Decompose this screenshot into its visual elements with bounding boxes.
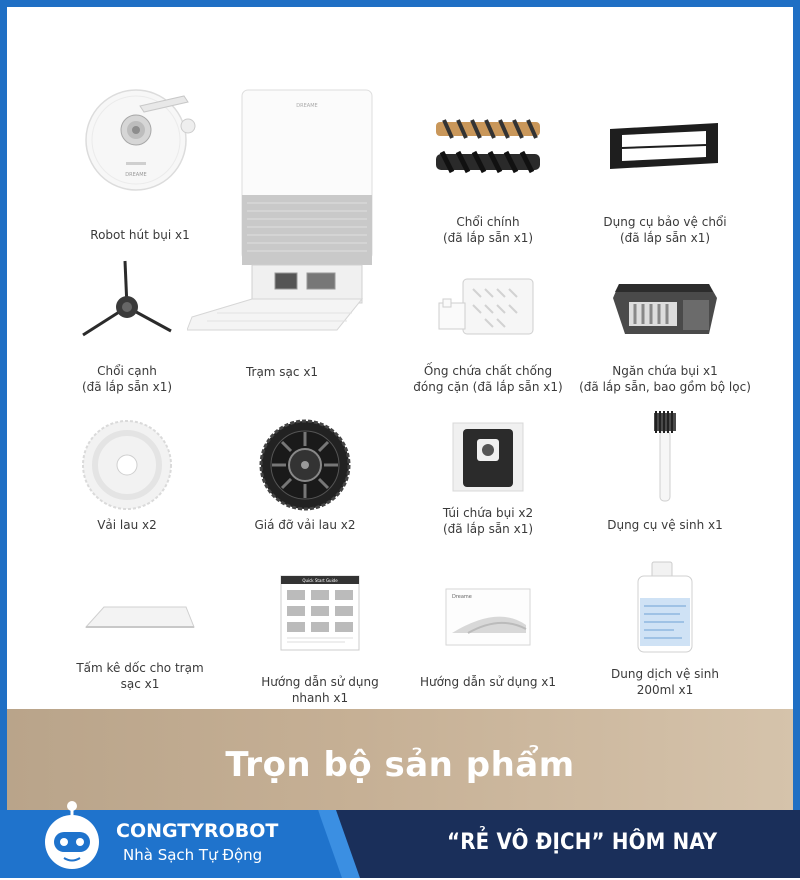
caption-line: (đã lắp sẵn x1) [442,522,534,536]
caption-line: Ngăn chứa bụi x1 [612,364,718,378]
mop-holder-image [210,417,400,512]
cleaning-tool-image [570,407,760,507]
dust-bin-image [570,269,760,349]
title-banner [7,709,793,810]
caption-line: Dung dịch vệ sinh [611,667,719,681]
cleaning-solution-image [570,560,760,655]
svg-text:Dreame: Dreame [452,594,472,600]
caption-line: Ống chứa chất chống [423,364,553,378]
caption-line: (đã lắp sẵn x1) [81,380,173,394]
caption-line: Dụng cụ bảo vệ chổi [603,215,727,229]
promo-slogan: “RẺ VÔ ĐỊCH” HÔM NAY [447,830,718,855]
caption-line: Chổi cạnh [97,364,157,378]
caption-line: Túi chứa bụi x2 [442,506,534,520]
banner-title: Trọn bộ sản phẩm [225,745,575,785]
caption-line: 200ml x1 [636,683,694,697]
caption-line: (đã lắp sẵn, bao gồm bộ lọc) [579,380,751,394]
caption-line: (đã lắp sẵn x1) [619,231,711,245]
caption-line: Hướng dẫn sử dụng [261,675,379,689]
caption-line: đóng cặn (đã lắp sẵn x1) [413,380,563,394]
svg-text:Quick Start Guide: Quick Start Guide [302,578,338,583]
caption-line: Trạm sạc x1 [245,365,319,379]
mop-pad-image [32,417,222,512]
main-brush-image [393,107,583,187]
anti-clog-container-image [393,269,583,349]
brand-name: CONGTYROBOT [116,820,279,842]
caption-line: Chổi chính [456,215,520,229]
dust-bag-image [393,417,583,497]
quick-guide-image [225,572,415,652]
svg-text:DREAME: DREAME [296,103,318,109]
brand-tagline: Nhà Sạch Tự Động [123,846,263,864]
caption-line: Tấm kê dốc cho trạm [76,661,204,675]
caption-line: Robot hút bụi x1 [90,228,190,242]
caption-line: Dụng cụ vệ sinh x1 [607,518,723,532]
caption-line: nhanh x1 [291,691,349,705]
caption-line: Vải lau x2 [97,518,157,532]
robot-logo-icon [40,800,104,876]
user-manual-image [393,582,583,652]
side-brush-image [32,257,222,347]
product-panel [7,7,793,709]
caption-line: (đã lắp sẵn x1) [442,231,534,245]
caption-line: sạc x1 [120,677,160,691]
station-ramp-image [45,597,235,637]
footer-bar [0,810,800,878]
brush-guard-image [570,107,760,187]
caption-line: Hướng dẫn sử dụng x1 [419,675,557,689]
svg-text:DREAME: DREAME [125,172,147,178]
caption-line: Giá đỡ vải lau x2 [254,518,356,532]
